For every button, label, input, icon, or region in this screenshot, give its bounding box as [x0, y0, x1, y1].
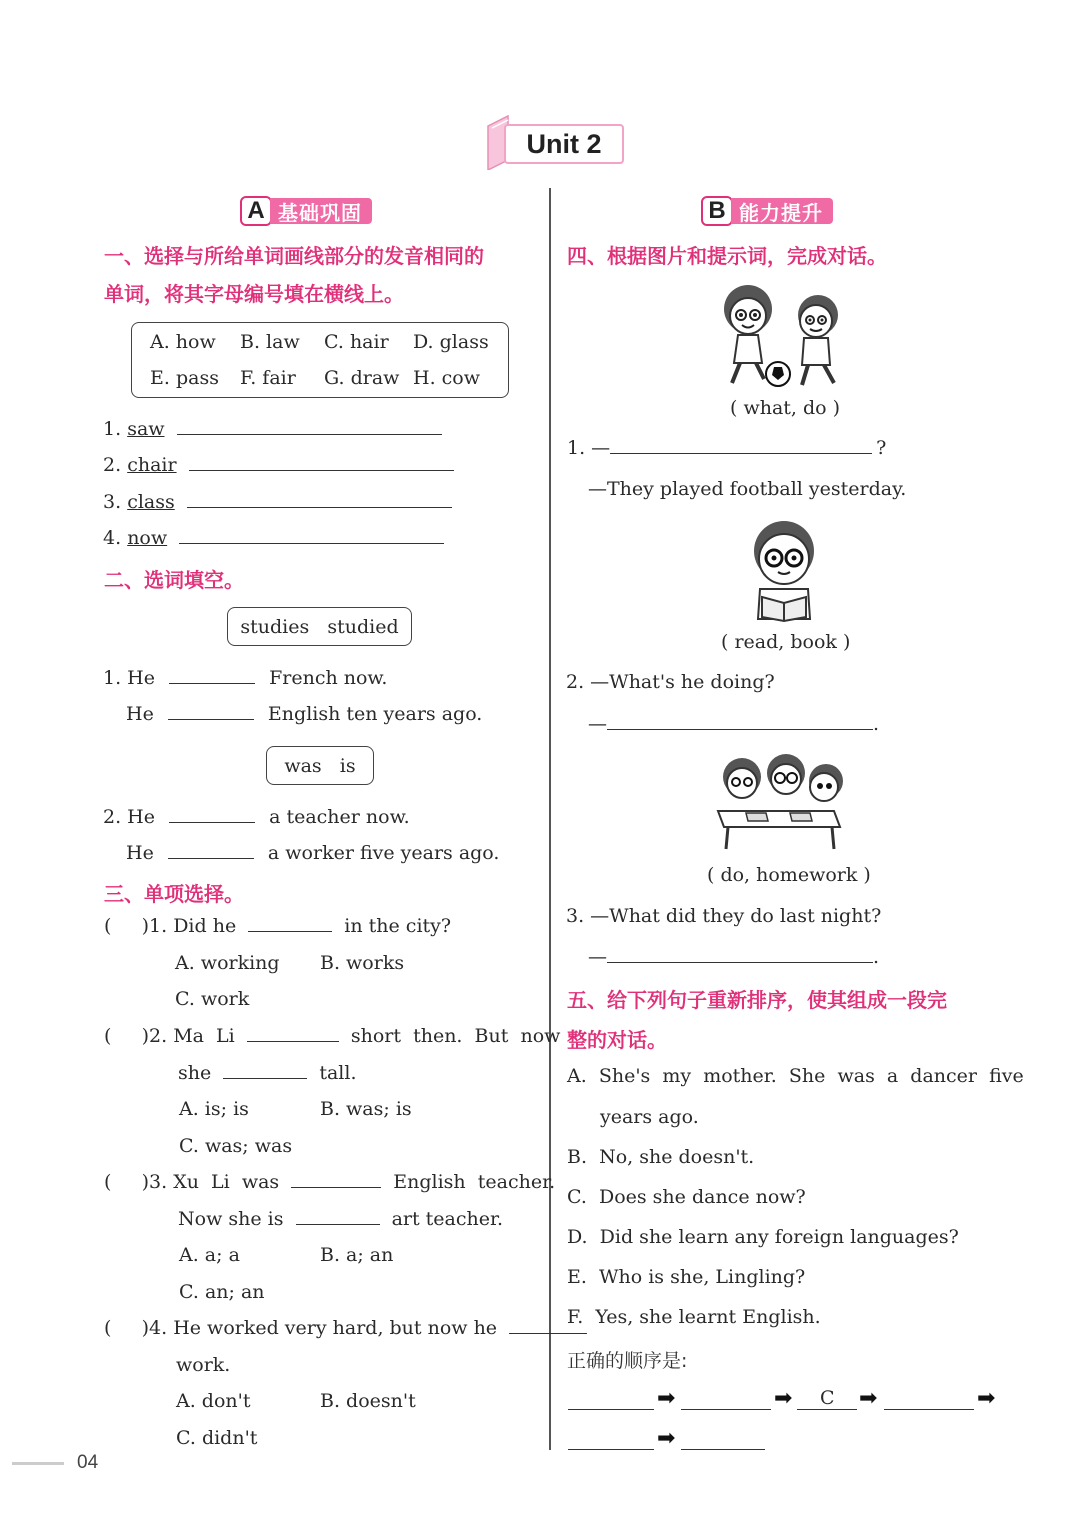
unit-title: Unit 2: [526, 128, 602, 159]
answer-paren[interactable]: ( ): [104, 1025, 150, 1047]
option: D. glass: [413, 331, 489, 353]
blank[interactable]: [169, 682, 255, 684]
sec1-item: [103, 527, 444, 549]
options-box: [131, 322, 509, 398]
dialog-2-question: 2. —What's he doing?: [566, 671, 775, 693]
sentence-b: B. No, she doesn't.: [567, 1146, 755, 1168]
sec1-item: [103, 454, 454, 476]
q-text: Now she is: [178, 1208, 284, 1230]
blank[interactable]: [223, 1077, 307, 1079]
order-given-letter: C: [820, 1387, 835, 1409]
arrow-icon: ➡: [859, 1386, 878, 1411]
section-tag-b: [701, 196, 833, 226]
word-box-text: studies studied: [240, 615, 399, 638]
order-blank-6[interactable]: [681, 1449, 765, 1450]
item-num: 4.: [103, 527, 122, 549]
option: H. cow: [413, 367, 480, 389]
word-box-text: was is: [284, 754, 356, 777]
blank[interactable]: [296, 1223, 380, 1225]
sec2-title: 二、选词填空。: [104, 568, 244, 592]
q-text: 1. —: [567, 437, 611, 459]
dialog-1-answer: —They played football yesterday.: [588, 478, 907, 500]
column-divider: [549, 188, 551, 1450]
sec2-q2b: [126, 842, 499, 864]
sec5-title-line2: 整的对话。: [567, 1028, 667, 1052]
q-text: short then. But now: [350, 1025, 561, 1047]
q-text: He: [126, 703, 154, 725]
option: F. fair: [240, 367, 296, 389]
item-num: 3.: [103, 491, 122, 513]
sec5-title-line1: 五、给下列句子重新排序，使其组成一段完: [567, 988, 947, 1012]
q-text: she: [178, 1062, 212, 1084]
dialog-3-answer: [588, 946, 879, 968]
item-word: now: [127, 527, 168, 549]
q-text: —: [588, 713, 607, 735]
mc-q2: [104, 1025, 560, 1047]
tag-letter: A: [240, 196, 272, 226]
page-number: 04: [77, 1452, 99, 1473]
section-tag-a: [240, 196, 372, 226]
dialog-1-line: [567, 437, 886, 459]
item-word: saw: [127, 418, 165, 440]
hint-1: ( what, do ): [730, 397, 841, 419]
item-word: chair: [127, 454, 177, 476]
mc-q1: [104, 915, 451, 937]
sentence-a: A. She's my mother. She was a dancer five: [567, 1065, 1024, 1087]
choice: B. was; is: [320, 1098, 412, 1120]
q-text: 1. Did he: [149, 915, 237, 937]
answer-line[interactable]: [187, 506, 452, 508]
q-text: 3. Xu Li was: [149, 1171, 280, 1193]
blank[interactable]: [168, 857, 254, 859]
sentence-d: D. Did she learn any foreign languages?: [567, 1226, 959, 1248]
q-text: 4. He worked very hard, but now he: [149, 1317, 498, 1339]
item-word: class: [127, 491, 175, 513]
answer-paren[interactable]: ( ): [104, 1171, 150, 1193]
q-text: 2. Ma Li: [149, 1025, 235, 1047]
sentence-e: E. Who is she, Lingling?: [567, 1266, 806, 1288]
q-text: He: [126, 842, 154, 864]
sec4-title: 四、根据图片和提示词，完成对话。: [567, 244, 887, 268]
choice: C. an; an: [179, 1281, 265, 1303]
mc-q4-line2: work.: [176, 1354, 231, 1376]
dialog-2-answer: [588, 713, 879, 735]
choice: B. a; an: [320, 1244, 394, 1266]
q-text: a worker five years ago.: [267, 842, 500, 864]
sec1-item: [103, 418, 442, 440]
order-label: 正确的顺序是:: [567, 1350, 688, 1372]
choice: B. doesn't: [320, 1390, 416, 1412]
sec2-q1a: [103, 667, 387, 689]
item-num: 2.: [103, 454, 122, 476]
homework-picture: [716, 751, 848, 851]
option: C. hair: [324, 331, 389, 353]
choice: A. working: [175, 952, 280, 974]
q-text: 2. He: [103, 806, 155, 828]
mc-q2-line2: [178, 1062, 356, 1084]
sec2-q2a: [103, 806, 410, 828]
unit-banner: [482, 120, 626, 168]
answer-paren[interactable]: ( ): [104, 1317, 150, 1339]
choice: A. a; a: [179, 1244, 240, 1266]
option: G. draw: [324, 367, 400, 389]
blank[interactable]: [168, 718, 254, 720]
q-text: art teacher.: [391, 1208, 504, 1230]
sec1-item: [103, 491, 452, 513]
q-text: —: [588, 946, 607, 968]
order-blank-given: [797, 1409, 857, 1410]
option: E. pass: [150, 367, 219, 389]
choice: C. didn't: [176, 1427, 258, 1449]
dialog-3-question: 3. —What did they do last night?: [566, 905, 882, 927]
page-footer-line: [12, 1462, 64, 1465]
word-box-2: [266, 746, 374, 785]
q-text: English ten years ago.: [267, 703, 483, 725]
option: A. how: [150, 331, 216, 353]
football-picture: [718, 283, 848, 391]
tag-label: 能力提升: [731, 198, 833, 224]
answer-line[interactable]: [189, 469, 454, 471]
answer-line[interactable]: [607, 961, 873, 963]
answer-line[interactable]: [179, 542, 444, 544]
mc-q3-line2: [178, 1208, 503, 1230]
choice: B. works: [320, 952, 405, 974]
sec1-title-line2: 单词，将其字母编号填在横线上。: [104, 282, 404, 306]
mc-q3: [104, 1171, 555, 1193]
reading-boy-picture: [744, 517, 824, 623]
q-text: .: [873, 713, 880, 735]
mc-q4: [104, 1317, 587, 1339]
q-text: ?: [876, 437, 887, 459]
answer-line[interactable]: [610, 452, 872, 454]
blank[interactable]: [509, 1332, 587, 1334]
hint-2: ( read, book ): [721, 631, 851, 653]
sentence-f: F. Yes, she learnt English.: [567, 1306, 821, 1328]
choice: A. is; is: [179, 1098, 249, 1120]
word-box-1: [227, 607, 412, 646]
sec2-q1b: [126, 703, 482, 725]
order-blank-4[interactable]: [884, 1409, 974, 1410]
blank[interactable]: [169, 821, 255, 823]
q-text: in the city?: [344, 915, 452, 937]
order-blank-2[interactable]: [681, 1409, 771, 1410]
arrow-icon: ➡: [977, 1386, 996, 1411]
choice: A. don't: [176, 1390, 251, 1412]
q-text: English teacher.: [393, 1171, 556, 1193]
blank[interactable]: [247, 1040, 339, 1042]
choice: C. work: [175, 988, 250, 1010]
tag-letter: B: [701, 196, 733, 226]
answer-paren[interactable]: ( ): [104, 915, 150, 937]
answer-line[interactable]: [177, 433, 442, 435]
q-text: a teacher now.: [269, 806, 410, 828]
sentence-c: C. Does she dance now?: [567, 1186, 806, 1208]
arrow-icon: ➡: [774, 1386, 793, 1411]
q-text: .: [873, 946, 880, 968]
sec3-title: 三、单项选择。: [104, 882, 244, 906]
blank[interactable]: [248, 930, 332, 932]
choice: C. was; was: [179, 1135, 293, 1157]
order-blank-1[interactable]: [568, 1409, 654, 1410]
sentence-a-cont: years ago.: [600, 1106, 699, 1128]
tag-label: 基础巩固: [270, 198, 372, 224]
arrow-icon: ➡: [657, 1426, 676, 1451]
hint-3: ( do, homework ): [707, 864, 871, 886]
q-text: tall.: [319, 1062, 357, 1084]
order-blank-5[interactable]: [568, 1449, 654, 1450]
answer-line[interactable]: [607, 728, 873, 730]
q-text: French now.: [269, 667, 388, 689]
item-num: 1.: [103, 418, 122, 440]
sec1-title-line1: 一、选择与所给单词画线部分的发音相同的: [104, 244, 484, 268]
q-text: 1. He: [103, 667, 155, 689]
unit-title-box: [504, 124, 624, 164]
blank[interactable]: [291, 1186, 381, 1188]
arrow-icon: ➡: [657, 1386, 676, 1411]
option: B. law: [240, 331, 300, 353]
